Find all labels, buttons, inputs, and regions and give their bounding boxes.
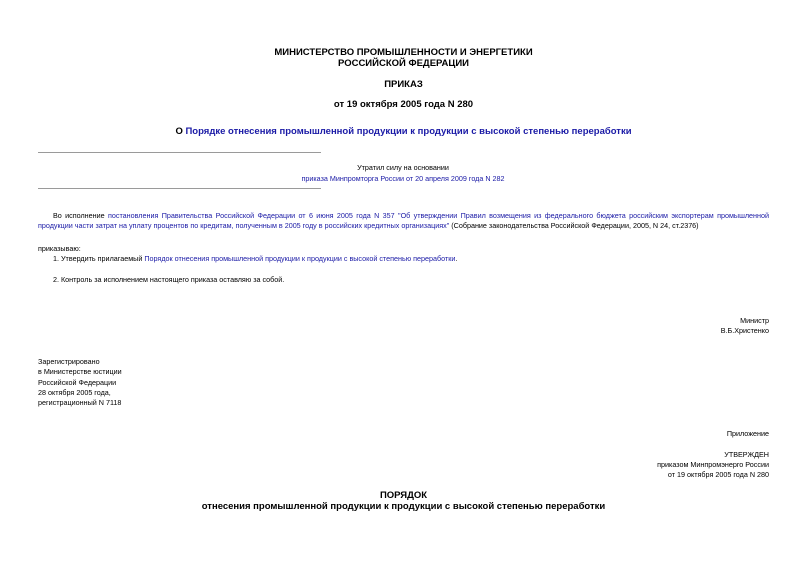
ministry-name-line1: МИНИСТЕРСТВО ПРОМЫШЛЕННОСТИ И ЭНЕРГЕТИКИ xyxy=(274,47,533,58)
order-item-1-prefix: 1. Утвердить прилагаемый xyxy=(53,254,145,263)
approved-by-order: приказом Минпромэнерго России xyxy=(657,460,769,469)
procedure-subtitle: отнесения промышленной продукции к продукции с высокой степенью переработки xyxy=(201,501,606,512)
order-item-1 xyxy=(53,254,769,264)
divider-top xyxy=(38,152,321,153)
registration-line5: регистрационный N 7118 xyxy=(38,398,122,407)
preamble-prefix: Во исполнение xyxy=(53,211,108,220)
government-decree-link[interactable]: постановления Правительства Российской Федерации от 6 июня 2005 года N 357 "Об утверждении Правил возмещения из федерального бюджета российским экспортерам промышленной продукции части затрат на уплату процентов по кредитам, полученным в 2005 году в российских кредитных организациях" xyxy=(38,211,769,230)
signature-name: В.Б.Христенко xyxy=(720,326,769,335)
order-item-1-suffix: . xyxy=(455,254,458,263)
procedure-link[interactable]: Порядок отнесения промышленной продукции к продукции с высокой степенью переработки xyxy=(144,254,456,263)
approved-date: от 19 октября 2005 года N 280 xyxy=(667,470,769,479)
repeal-notice: Утратил силу на основании xyxy=(357,163,449,172)
document-type: ПРИКАЗ xyxy=(384,79,423,90)
document-title-link[interactable]: Порядке отнесения промышленной продукции к продукции с высокой степенью переработки xyxy=(185,126,632,137)
appendix-label: Приложение xyxy=(726,429,769,438)
preamble-paragraph xyxy=(38,211,769,231)
registration-line1: Зарегистрировано xyxy=(38,357,100,366)
document-title xyxy=(0,126,807,137)
repeal-order-link[interactable]: приказа Минпромторга России от 20 апреля 2009 года N 282 xyxy=(301,174,505,183)
signature-position: Министр xyxy=(740,316,769,325)
registration-line2: в Министерстве юстиции xyxy=(38,367,122,376)
document-title-prefix: О xyxy=(175,126,186,137)
order-word: приказываю: xyxy=(38,244,81,253)
preamble-suffix: (Собрание законодательства Российской Федерации, 2005, N 24, ст.2376) xyxy=(449,221,699,230)
divider-bottom xyxy=(38,188,321,189)
order-item-2: 2. Контроль за исполнением настоящего приказа оставляю за собой. xyxy=(53,275,285,284)
ministry-name-line2: РОССИЙСКОЙ ФЕДЕРАЦИИ xyxy=(337,58,469,69)
registration-line4: 28 октября 2005 года, xyxy=(38,388,111,397)
approved-label: УТВЕРЖДЕН xyxy=(724,450,769,459)
procedure-title: ПОРЯДОК xyxy=(379,490,428,501)
registration-line3: Российской Федерации xyxy=(38,378,117,387)
document-date: от 19 октября 2005 года N 280 xyxy=(333,99,474,110)
